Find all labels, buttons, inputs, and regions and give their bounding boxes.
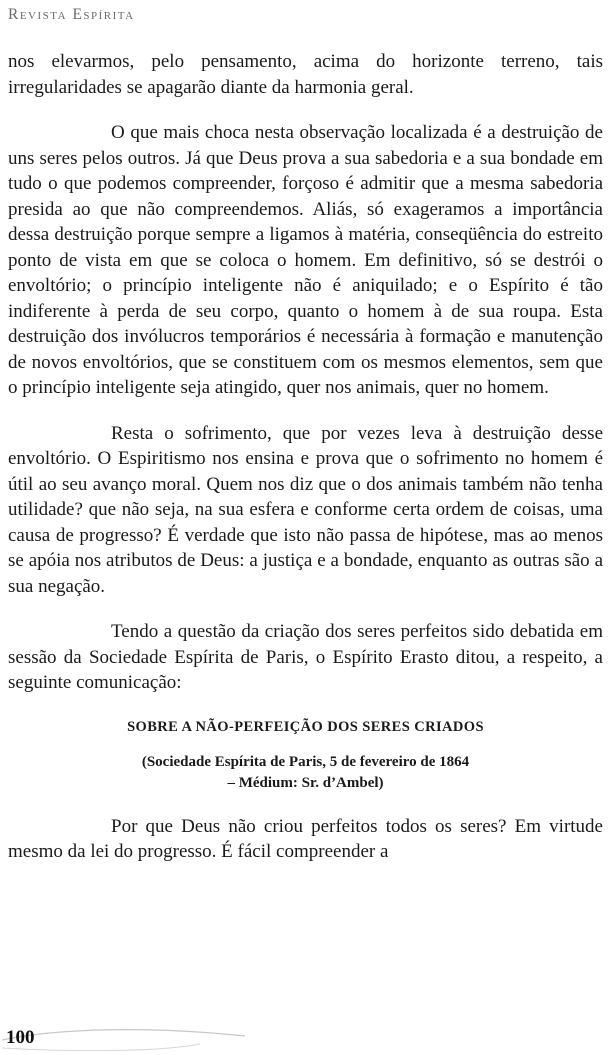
paragraph-session: Tendo a questão da criação dos seres perfeitos sido debatida em sessão da Sociedade Espírita de Paris, o Espírito Erasto ditou, a respeito, a seguinte comunicação:	[8, 621, 603, 693]
running-head: Revista Espírita	[8, 6, 135, 23]
paragraph-gap	[8, 100, 603, 120]
section-subtitle-line1: (Sociedade Espírita de Paris, 5 de fevereiro de 1864	[141, 753, 470, 770]
paragraph-gap	[8, 794, 603, 814]
section-gap	[8, 738, 603, 752]
page-number: 100	[6, 1027, 35, 1048]
paragraph-destruction: O que mais choca nesta observação localizada é a destruição de uns seres pelos outros. Já que Deus prova a sua sabedoria e a sua bondade em tudo o que podemos compreender, forçoso é admitir que a mesma sabedoria presida ao que não compreendemos. Aliás, só exageramos a importância dessa destruição porque sempre a ligamos à matéria, conseqüência do estreito ponto de vista em que se coloca o homem. Em definitivo, só se destrói o envoltório; o princípio inteligente não é aniquilado; e o Espírito é tão indiferente à perda de seu corpo, quanto o homem à de sua roupa. Esta destruição dos invólucros temporários é necessária à formação e manutenção de novos envoltórios, que se constituem com os mesmos elementos, sem que o princípio inteligente seja atingido, quer nos animais, quer no homem.	[8, 122, 603, 398]
paragraph-communication: Por que Deus não criou perfeitos todos os seres? Em virtude mesmo da lei do progresso. É fácil compreender a	[8, 815, 603, 862]
paragraph-gap	[8, 599, 603, 619]
folio-swoosh-ornament	[0, 1018, 250, 1055]
paragraph-gap	[8, 401, 603, 421]
page-body	[8, 49, 603, 865]
paragraph-suffering: Resta o sofrimento, que por vezes leva à destruição desse envoltório. O Espiritismo nos ensina e prova que o sofrimento no homem é útil ao seu avanço moral. Quem nos diz que o dos animais também não tenha utilidade? que não seja, na sua esfera e conforme certa ordem de coisas, uma causa de progresso? É verdade que isto não passa de hipótese, mas ao menos se apóia nos atributos de Deus: a justiça e a bondade, enquanto as outras são a sua negação.	[8, 422, 603, 597]
section-subtitle-line2: – Médium: Sr. d’Ambel)	[227, 774, 384, 791]
paragraph-continued: nos elevarmos, pelo pensamento, acima do horizonte terreno, tais irregularidades se apagarão diante da harmonia geral.	[8, 51, 603, 98]
section-title: SOBRE A NÃO-PERFEIÇÃO DOS SERES CRIADOS	[127, 718, 484, 735]
paragraph-gap	[8, 696, 603, 716]
